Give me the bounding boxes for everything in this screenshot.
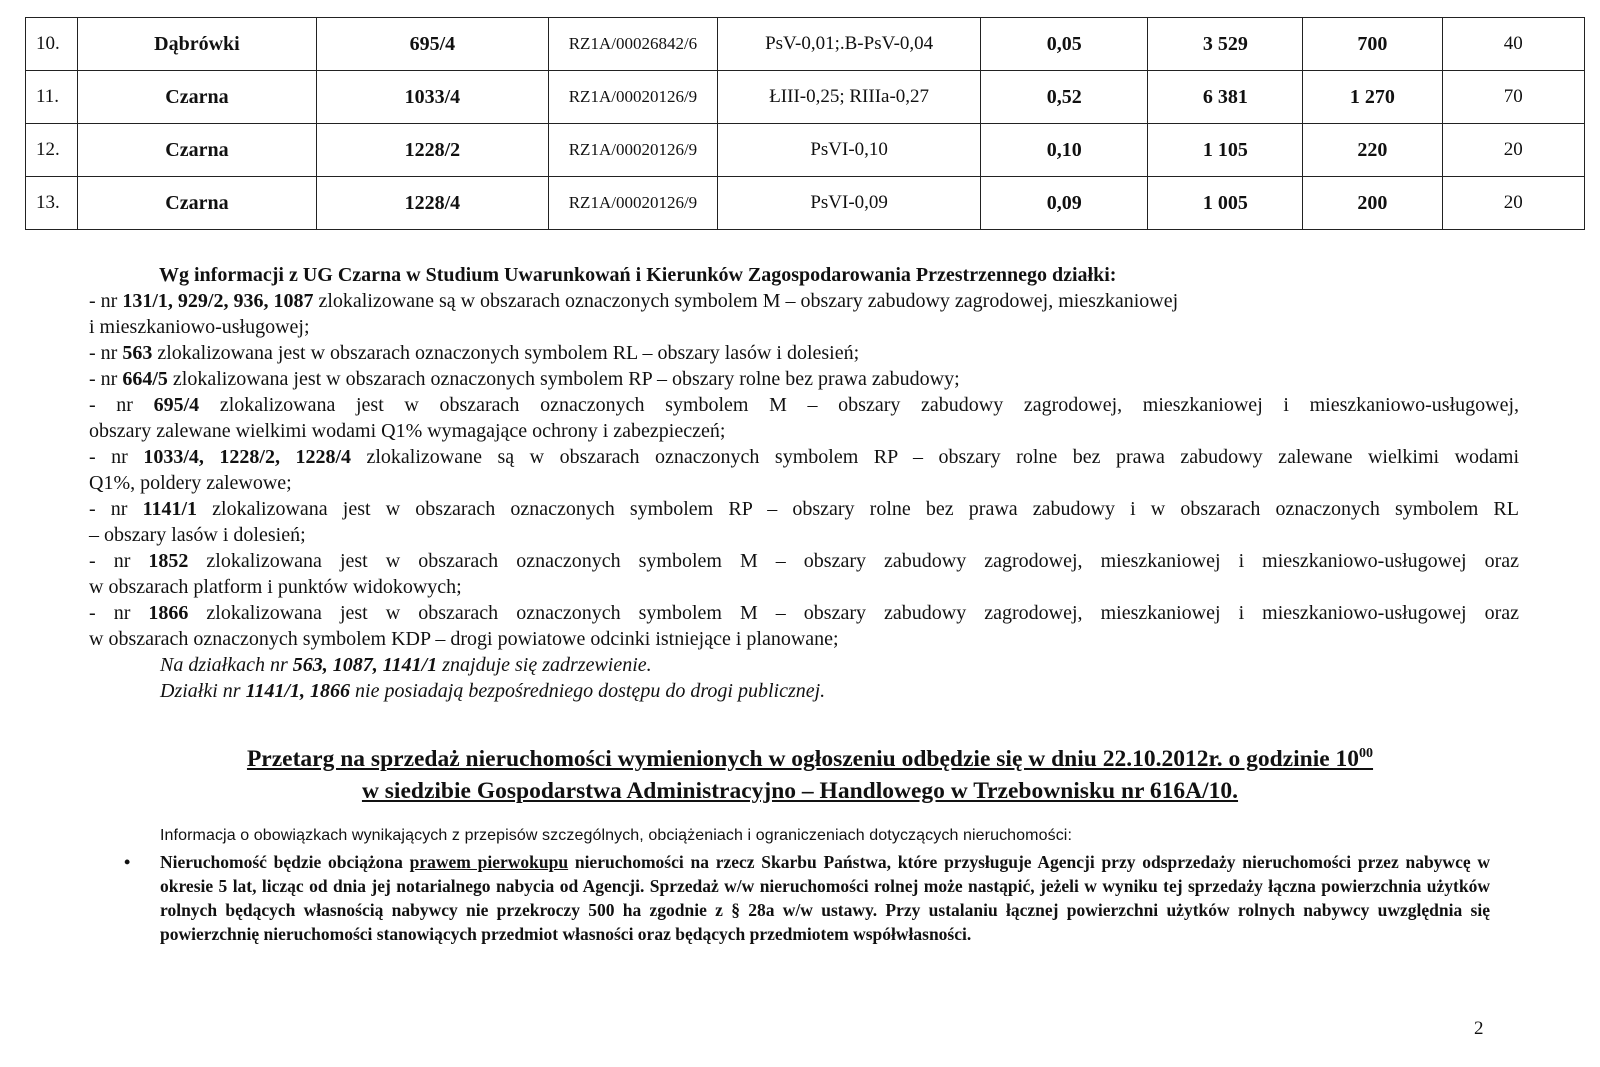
cell-deposit: 1 270 xyxy=(1303,71,1442,124)
cell-price: 6 381 xyxy=(1148,71,1303,124)
cell-lp: 12. xyxy=(26,124,78,177)
parcels-table xyxy=(25,17,1585,230)
cell-kw: RZ1A/00020126/9 xyxy=(548,124,717,177)
cell-area: 0,05 xyxy=(981,18,1148,71)
item-prefix: - nr xyxy=(89,602,149,624)
cell-deposit: 220 xyxy=(1303,124,1442,177)
obligation-item xyxy=(124,850,1490,946)
item-parcels: 563 xyxy=(122,342,153,364)
cell-use: PsV-0,01;.B-PsV-0,04 xyxy=(718,18,981,71)
note-text: znajduje się zadrzewienie. xyxy=(437,654,652,676)
cell-use: PsVI-0,10 xyxy=(718,124,981,177)
item-text: zlokalizowane są w obszarach oznaczonych symbolem M – obszary zabudowy zagrodowej, mieszkaniowej xyxy=(313,290,1179,312)
item-text-cont: Q1%, poldery zalewowe; xyxy=(89,472,292,494)
auction-line-1 xyxy=(0,738,1600,775)
cell-use: PsVI-0,09 xyxy=(718,177,981,230)
item-text: zlokalizowana jest w obszarach oznaczonych symbolem RP – obszary rolne bez prawa zabudowy i w obszarach oznaczonych symbolem RL xyxy=(197,498,1519,520)
item-text-cont: obszary zalewane wielkimi wodami Q1% wymagające ochrony i zabezpieczeń; xyxy=(89,420,726,442)
cell-lp: 13. xyxy=(26,177,78,230)
item-text: zlokalizowana jest w obszarach oznaczonych symbolem M – obszary zabudowy zagrodowej, mieszkaniowej i mieszkaniowo-usługowej oraz xyxy=(188,602,1520,624)
item-parcels: 1033/4, 1228/2, 1228/4 xyxy=(143,446,351,468)
item-parcels: 1866 xyxy=(148,602,189,624)
cell-area: 0,10 xyxy=(981,124,1148,177)
cell-area: 0,52 xyxy=(981,71,1148,124)
auction-announcement xyxy=(0,738,1600,807)
zoning-item xyxy=(89,496,1519,548)
zoning-item xyxy=(89,340,1519,366)
zoning-item xyxy=(89,548,1519,600)
item-prefix: - nr xyxy=(89,446,144,468)
cell-deposit: 700 xyxy=(1303,18,1442,71)
cell-step: 20 xyxy=(1442,124,1584,177)
obligation-text: Nieruchomość będzie obciążona xyxy=(160,852,410,872)
item-parcels: 131/1, 929/2, 936, 1087 xyxy=(122,290,314,312)
cell-place: Dąbrówki xyxy=(77,18,316,71)
note-road-access xyxy=(89,678,1519,704)
item-prefix: - nr xyxy=(89,368,123,390)
cell-place: Czarna xyxy=(77,177,316,230)
obligation-text: nieruchomości na rzecz Skarbu Państwa, które przysługuje Agencji przy odsprzedaży nieruchomości przez nabywcę w okresie 5 lat, licząc od dnia jej notarialnego nabycia od Agencji. Sprzedaż w/w nieruchomości rolnej może nastąpić, jeżeli w wyniku tej sprzedaży łączna powierzchnia użytków rolnych będących własnością nabywcy nie przekroczy 500 ha zgodnie z § 28a w/w ustawy. Przy ustalaniu łącznej powierzchni użytków rolnych nabywcy uwzględnia się powierzchnię nieruchomości stanowiących przedmiot własności oraz będących przedmiotem współwłasności. xyxy=(160,852,1490,944)
cell-parcel: 1228/2 xyxy=(316,124,548,177)
zoning-item xyxy=(89,366,1519,392)
item-text-cont: w obszarach platform i punktów widokowych; xyxy=(89,576,462,598)
note-trees xyxy=(89,652,1519,678)
item-prefix: - nr xyxy=(89,290,123,312)
item-text: zlokalizowana jest w obszarach oznaczonych symbolem M – obszary zabudowy zagrodowej, mieszkaniowej i mieszkaniowo-usługowej, xyxy=(199,394,1519,416)
item-prefix: - nr xyxy=(89,394,154,416)
table-row xyxy=(26,124,1585,177)
table-row xyxy=(26,18,1585,71)
cell-deposit: 200 xyxy=(1303,177,1442,230)
item-parcels: 664/5 xyxy=(122,368,168,390)
auction-line-2: w siedzibie Gospodarstwa Administracyjno – Handlowego w Trzebownisku nr 616A/10. xyxy=(361,777,1239,804)
cell-parcel: 1228/4 xyxy=(316,177,548,230)
item-text-cont: w obszarach oznaczonych symbolem KDP – drogi powiatowe odcinki istniejące i planowane; xyxy=(89,628,839,650)
cell-parcel: 695/4 xyxy=(316,18,548,71)
item-text: zlokalizowana jest w obszarach oznaczonych symbolem RL – obszary lasów i dolesień; xyxy=(152,342,860,364)
item-parcels: 1141/1 xyxy=(142,498,198,520)
cell-lp: 11. xyxy=(26,71,78,124)
cell-step: 20 xyxy=(1442,177,1584,230)
item-text-cont: i mieszkaniowo-usługowej; xyxy=(89,316,310,338)
zoning-item xyxy=(89,600,1519,652)
auction-time-minutes: 00 xyxy=(1359,746,1374,761)
item-prefix: - nr xyxy=(89,342,123,364)
auction-date-text: Przetarg na sprzedaż nieruchomości wymienionych w ogłoszeniu odbędzie się w dniu 22.10.2012r. o godzinie 10 xyxy=(246,745,1360,772)
cell-step: 40 xyxy=(1442,18,1584,71)
note-parcels: 563, 1087, 1141/1 xyxy=(292,654,438,676)
zoning-info xyxy=(89,262,1519,704)
cell-place: Czarna xyxy=(77,71,316,124)
cell-step: 70 xyxy=(1442,71,1584,124)
cell-place: Czarna xyxy=(77,124,316,177)
bullet-icon: • xyxy=(124,852,131,872)
item-parcels: 695/4 xyxy=(153,394,200,416)
cell-kw: RZ1A/00020126/9 xyxy=(548,71,717,124)
obligations-section xyxy=(124,824,1490,946)
zoning-item xyxy=(89,392,1519,444)
cell-use: ŁIII-0,25; RIIIa-0,27 xyxy=(718,71,981,124)
item-prefix: - nr xyxy=(89,498,143,520)
item-text-cont: – obszary lasów i dolesień; xyxy=(89,524,306,546)
table-row xyxy=(26,177,1585,230)
note-text: nie posiadają bezpośredniego dostępu do drogi publicznej. xyxy=(350,680,826,702)
table-row xyxy=(26,71,1585,124)
cell-kw: RZ1A/00026842/6 xyxy=(548,18,717,71)
note-text: Na działkach nr xyxy=(160,654,293,676)
cell-price: 3 529 xyxy=(1148,18,1303,71)
zoning-item xyxy=(89,444,1519,496)
zoning-item xyxy=(89,288,1519,340)
cell-area: 0,09 xyxy=(981,177,1148,230)
item-prefix: - nr xyxy=(89,550,149,572)
item-text: zlokalizowana jest w obszarach oznaczonych symbolem RP – obszary rolne bez prawa zabudowy; xyxy=(167,368,960,390)
page-number: 2 xyxy=(1474,1018,1484,1039)
note-text: Działki nr xyxy=(160,680,246,702)
item-text: zlokalizowane są w obszarach oznaczonych symbolem RP – obszary rolne bez prawa zabudowy zalewane wielkimi wodami xyxy=(351,446,1519,468)
item-parcels: 1852 xyxy=(148,550,189,572)
cell-kw: RZ1A/00020126/9 xyxy=(548,177,717,230)
item-text: zlokalizowana jest w obszarach oznaczonych symbolem M – obszary zabudowy zagrodowej, mieszkaniowej i mieszkaniowo-usługowej oraz xyxy=(188,550,1520,572)
cell-lp: 10. xyxy=(26,18,78,71)
zoning-heading: Wg informacji z UG Czarna w Studium Uwarunkowań i Kierunków Zagospodarowania Przestrzennego działki: xyxy=(159,264,1117,286)
obligation-underlined: prawem pierwokupu xyxy=(409,852,569,872)
cell-parcel: 1033/4 xyxy=(316,71,548,124)
cell-price: 1 105 xyxy=(1148,124,1303,177)
note-parcels: 1141/1, 1866 xyxy=(245,680,351,702)
cell-price: 1 005 xyxy=(1148,177,1303,230)
obligations-intro: Informacja o obowiązkach wynikających z przepisów szczególnych, obciążeniach i ograniczeniach dotyczących nieruchomości: xyxy=(160,827,1072,844)
